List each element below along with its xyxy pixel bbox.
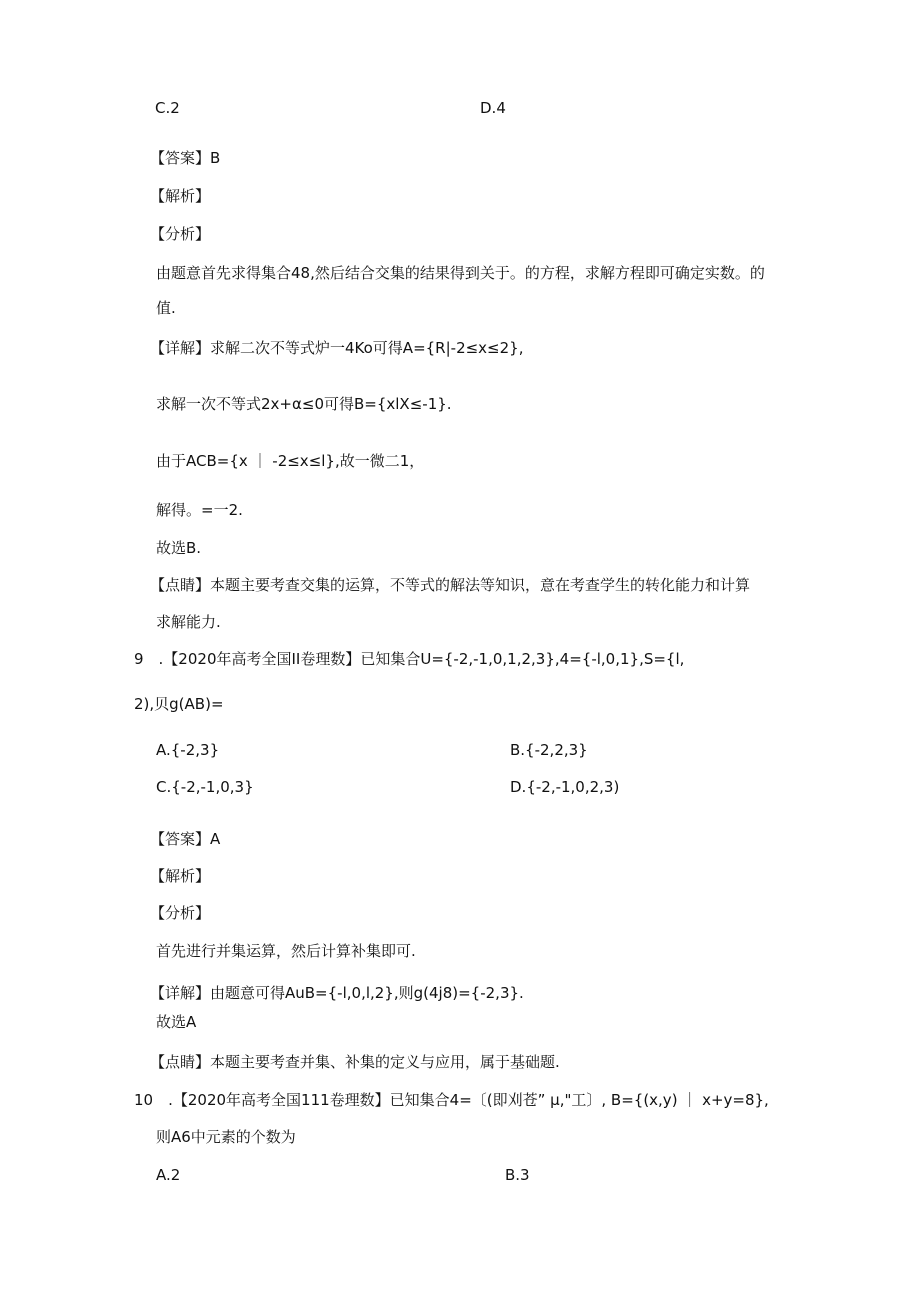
q8-xiangjie: 由于ACB={x ｜ -2≤x≤l},故一微二1， (156, 452, 425, 470)
q8-dianjing: 求解能力. (156, 613, 221, 631)
q9-option-b: B.{-2,2,3} (510, 741, 588, 759)
q10-stem: 10 .【2020年高考全国111卷理数】已知集合4=〔(即刈苍” μ,"工〕, B={(x,y) ｜ x+y=8}, (134, 1091, 769, 1109)
q10-option-b: B.3 (505, 1166, 530, 1184)
q8-xiangjie: 求解一次不等式2x+α≤0可得B={xlX≤-1}. (156, 395, 452, 413)
q8-dianjing: 【点睛】本题主要考查交集的运算，不等式的解法等知识，意在考查学生的转化能力和计算 (150, 576, 751, 594)
q9-answer: 【答案】A (150, 830, 221, 848)
q8-xiangjie: 解得。=一2. (156, 501, 243, 519)
q9-option-c: C.{-2,-1,0,3} (156, 778, 254, 796)
q9-fenxi-text: 首先进行并集运算，然后计算补集即可. (156, 942, 416, 960)
q8-option-d: D.4 (480, 99, 506, 117)
q9-dianjing: 【点睛】本题主要考查并集、补集的定义与应用，属于基础题. (150, 1053, 560, 1071)
q8-answer: 【答案】B (150, 149, 221, 167)
q8-fenxi-text: 值. (156, 299, 176, 317)
q9-option-a: A.{-2,3} (156, 741, 220, 759)
q8-jiexi-heading: 【解析】 (150, 187, 211, 205)
q8-xiangjie: 【详解】求解二次不等式炉一4Ko可得A={R|-2≤x≤2}, (150, 339, 524, 357)
q9-stem: 2),贝g(AB)= (134, 695, 224, 713)
q9-option-d: D.{-2,-1,0,2,3) (510, 778, 620, 796)
q9-stem: 9 .【2020年高考全国II卷理数】已知集合U={-2,-1,0,1,2,3},4={-l,0,1},S={l, (134, 650, 685, 668)
q10-option-a: A.2 (156, 1166, 181, 1184)
q8-fenxi-text: 由题意首先求得集合48,然后结合交集的结果得到关于。的方程，求解方程即可确定实数。的 (156, 264, 765, 282)
q8-xiangjie: 故选B. (156, 539, 202, 557)
q9-xiangjie: 【详解】由题意可得AuB={-l,0,l,2},则g(4j8)={-2,3}. (150, 984, 524, 1002)
q8-option-c: C.2 (155, 99, 180, 117)
q9-fenxi-heading: 【分析】 (150, 904, 211, 922)
q8-fenxi-heading: 【分析】 (150, 225, 211, 243)
q9-jiexi-heading: 【解析】 (150, 867, 211, 885)
q9-xiangjie: 故选A (156, 1013, 197, 1031)
q10-stem: 则A6中元素的个数为 (156, 1128, 296, 1146)
